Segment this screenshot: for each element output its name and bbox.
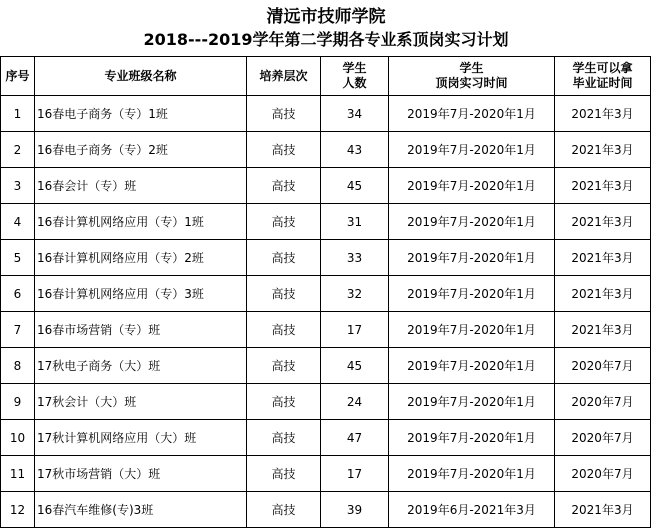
table-row [1, 204, 651, 240]
cell-level: 高技 [247, 420, 321, 456]
cell-period: 2019年7月-2020年1月 [389, 456, 555, 492]
cell-seq: 7 [1, 312, 35, 348]
cell-period: 2019年6月-2021年3月 [389, 492, 555, 528]
cell-cert: 2020年7月 [555, 456, 651, 492]
cell-seq: 11 [1, 456, 35, 492]
cell-class-name: 16春汽车维修(专)3班 [35, 492, 247, 528]
cell-cert: 2021年3月 [555, 240, 651, 276]
cell-level: 高技 [247, 384, 321, 420]
header-level: 培养层次 [247, 57, 321, 96]
header-students-line1: 学生 [342, 61, 367, 75]
cell-count: 43 [321, 132, 389, 168]
cell-cert: 2021年3月 [555, 132, 651, 168]
header-class-name: 专业班级名称 [35, 57, 247, 96]
cell-cert: 2020年7月 [555, 384, 651, 420]
table-row [1, 384, 651, 420]
cell-count: 17 [321, 456, 389, 492]
cell-class-name: 17秋会计（大）班 [35, 384, 247, 420]
cell-level: 高技 [247, 492, 321, 528]
cell-level: 高技 [247, 240, 321, 276]
table-row [1, 240, 651, 276]
cell-class-name: 16春计算机网络应用（专）2班 [35, 240, 247, 276]
cell-count: 17 [321, 312, 389, 348]
header-cert-line2: 毕业证时间 [572, 76, 633, 90]
cell-count: 45 [321, 348, 389, 384]
cell-cert: 2020年7月 [555, 348, 651, 384]
cell-seq: 3 [1, 168, 35, 204]
table-row [1, 168, 651, 204]
header-period-line2: 顶岗实习时间 [435, 76, 508, 90]
cell-cert: 2020年7月 [555, 420, 651, 456]
cell-count: 33 [321, 240, 389, 276]
cell-seq: 10 [1, 420, 35, 456]
cell-period: 2019年7月-2020年1月 [389, 96, 555, 132]
cell-level: 高技 [247, 348, 321, 384]
header-students-line2: 人数 [342, 76, 367, 90]
header-row [1, 57, 651, 96]
cell-level: 高技 [247, 276, 321, 312]
header-period-line1: 学生 [459, 61, 484, 75]
cell-period: 2019年7月-2020年1月 [389, 204, 555, 240]
cell-level: 高技 [247, 456, 321, 492]
cell-period: 2019年7月-2020年1月 [389, 132, 555, 168]
cell-count: 34 [321, 96, 389, 132]
cell-cert: 2021年3月 [555, 168, 651, 204]
cell-class-name: 16春电子商务（专）2班 [35, 132, 247, 168]
cell-class-name: 16春计算机网络应用（专）3班 [35, 276, 247, 312]
header-cert-line1: 学生可以拿 [572, 61, 633, 75]
cell-count: 47 [321, 420, 389, 456]
table-row [1, 456, 651, 492]
cell-period: 2019年7月-2020年1月 [389, 240, 555, 276]
cell-level: 高技 [247, 204, 321, 240]
cell-period: 2019年7月-2020年1月 [389, 168, 555, 204]
cell-seq: 5 [1, 240, 35, 276]
cell-period: 2019年7月-2020年1月 [389, 420, 555, 456]
cell-cert: 2021年3月 [555, 492, 651, 528]
cell-count: 32 [321, 276, 389, 312]
cell-count: 39 [321, 492, 389, 528]
cell-period: 2019年7月-2020年1月 [389, 348, 555, 384]
cell-period: 2019年7月-2020年1月 [389, 276, 555, 312]
cell-period: 2019年7月-2020年1月 [389, 384, 555, 420]
cell-level: 高技 [247, 132, 321, 168]
header-period [389, 57, 555, 96]
cell-cert: 2021年3月 [555, 204, 651, 240]
table-row [1, 132, 651, 168]
cell-level: 高技 [247, 312, 321, 348]
cell-count: 45 [321, 168, 389, 204]
cell-seq: 6 [1, 276, 35, 312]
document-subtitle: 2018---2019学年第二学期各专业系顶岗实习计划 [143, 30, 509, 49]
cell-class-name: 17秋电子商务（大）班 [35, 348, 247, 384]
cell-seq: 4 [1, 204, 35, 240]
document-title: 清远市技师学院 [266, 7, 386, 27]
cell-cert: 2021年3月 [555, 276, 651, 312]
table-row [1, 420, 651, 456]
cell-level: 高技 [247, 168, 321, 204]
table-row [1, 492, 651, 528]
cell-count: 24 [321, 384, 389, 420]
cell-seq: 12 [1, 492, 35, 528]
header-seq: 序号 [1, 57, 35, 96]
cell-seq: 2 [1, 132, 35, 168]
cell-cert: 2021年3月 [555, 312, 651, 348]
cell-level: 高技 [247, 96, 321, 132]
internship-plan-table [0, 56, 651, 528]
cell-class-name: 17秋市场营销（大）班 [35, 456, 247, 492]
table-row [1, 276, 651, 312]
header-students [321, 57, 389, 96]
cell-seq: 9 [1, 384, 35, 420]
table-row [1, 348, 651, 384]
cell-cert: 2021年3月 [555, 96, 651, 132]
table-row [1, 312, 651, 348]
cell-class-name: 16春计算机网络应用（专）1班 [35, 204, 247, 240]
cell-class-name: 16春市场营销（专）班 [35, 312, 247, 348]
cell-seq: 8 [1, 348, 35, 384]
cell-class-name: 16春电子商务（专）1班 [35, 96, 247, 132]
table-row [1, 96, 651, 132]
cell-class-name: 16春会计（专）班 [35, 168, 247, 204]
cell-count: 31 [321, 204, 389, 240]
cell-period: 2019年7月-2020年1月 [389, 312, 555, 348]
cell-seq: 1 [1, 96, 35, 132]
cell-class-name: 17秋计算机网络应用（大）班 [35, 420, 247, 456]
header-cert [555, 57, 651, 96]
